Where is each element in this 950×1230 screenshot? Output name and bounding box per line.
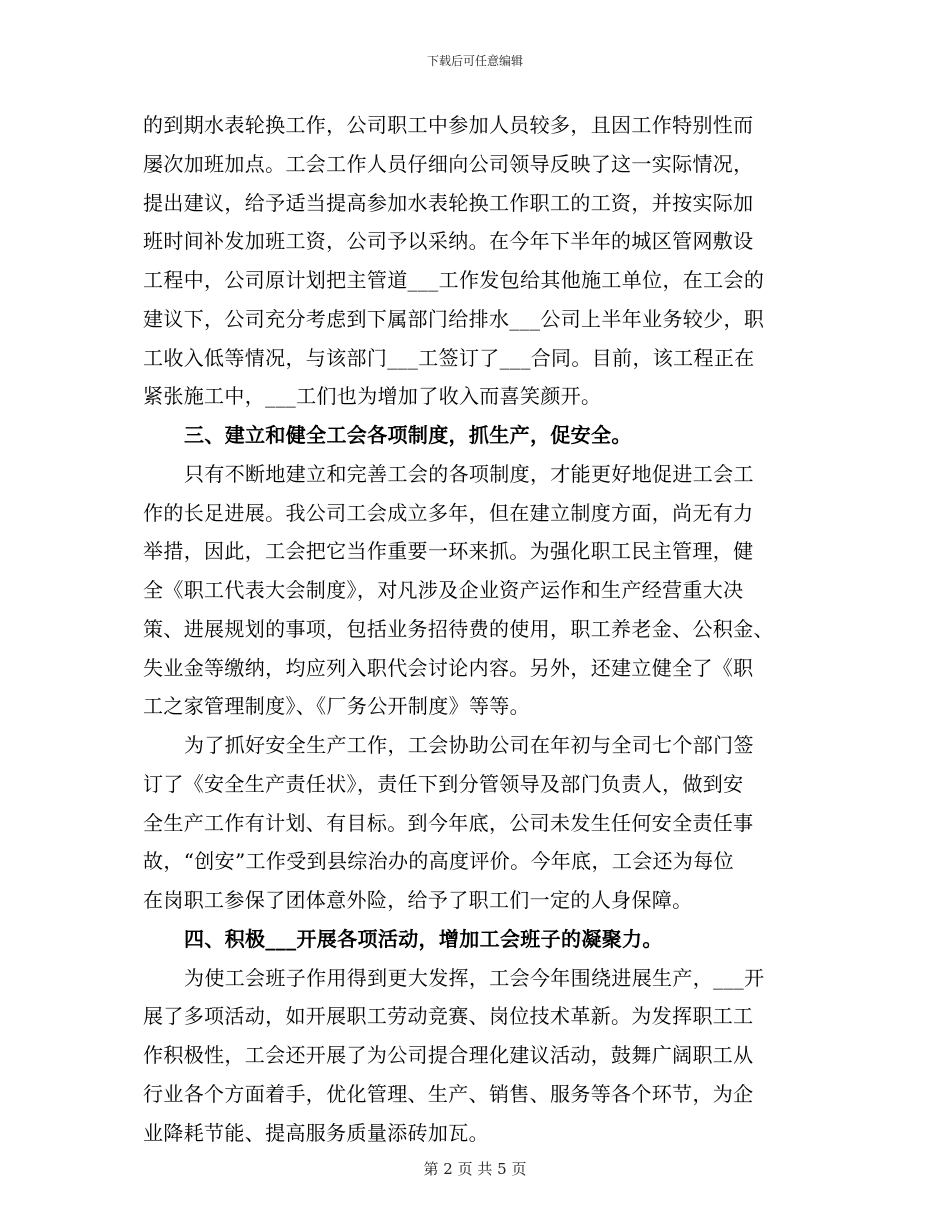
body-line: 建议下，公司充分考虑到下属部门给排水___公司上半年业务较少，职 — [143, 306, 765, 331]
page-footer: 第 2 页 共 5 页 — [423, 1160, 527, 1178]
body-line: 工收入低等情况，与该部门___工签订了___合同。目前，该工程正在 — [143, 345, 755, 370]
body-line: 订了《安全生产责任状》，责任下到分管领导及部门负责人，做到安 — [143, 771, 744, 796]
paragraph-first-line: 只有不断地建立和完善工会的各项制度，才能更好地促进工会工 — [184, 461, 754, 486]
body-line: 屡次加班加点。工会工作人员仔细向公司领导反映了这一实际情况， — [143, 151, 754, 176]
body-line: 全生产工作有计划、有目标。到今年底，公司未发生任何安全责任事 — [143, 810, 754, 835]
section-heading-4: 四、积极___开展各项活动，增加工会班子的凝聚力。 — [184, 926, 663, 951]
body-line: 工程中，公司原计划把主管道___工作发包给其他施工单位，在工会的 — [143, 268, 765, 292]
body-line: 作的长足进展。我公司工会成立多年，但在建立制度方面，尚无有力 — [143, 500, 754, 525]
page-header: 下载后可任意编辑 — [426, 54, 523, 68]
body-line: 故，“创安”工作受到县综治办的高度评价。今年底，工会还为每位 — [143, 849, 734, 874]
body-line: 紧张施工中，___工们也为增加了收入而喜笑颜开。 — [143, 384, 602, 409]
body-line: 全《职工代表大会制度》，对凡涉及企业资产运作和生产经营重大决 — [143, 578, 744, 602]
body-line: 策、进展规划的事项，包括业务招待费的使用，职工养老金、公积金、 — [143, 616, 774, 641]
body-line: 班时间补发加班工资，公司予以采纳。在今年下半年的城区管网敷设 — [143, 229, 754, 254]
body-line: 工之家管理制度》、《厂务公开制度》等等。 — [143, 694, 530, 719]
body-line: 举措，因此，工会把它当作重要一环来抓。为强化职工民主管理，健 — [143, 539, 754, 564]
body-line: 业降耗节能、提高服务质量添砖加瓦。 — [143, 1120, 489, 1145]
body-line: 失业金等缴纳，均应列入职代会讨论内容。另外，还建立健全了《职 — [143, 655, 754, 680]
document-body — [143, 106, 809, 1152]
body-line: 提出建议，给予适当提高参加水表轮换工作职工的工资，并按实际加 — [143, 190, 754, 215]
body-line: 行业各个方面着手，优化管理、生产、销售、服务等各个环节，为企 — [143, 1081, 754, 1106]
body-line: 的到期水表轮换工作，公司职工中参加人员较多，且因工作特别性而 — [143, 113, 754, 137]
paragraph-first-line: 为了抓好安全生产工作，工会协助公司在年初与全司七个部门签 — [184, 733, 754, 757]
paragraph-first-line: 为使工会班子作用得到更大发挥，工会今年围绕进展生产，___开 — [184, 965, 765, 990]
section-heading-3: 三、建立和健全工会各项制度，抓生产，促安全。 — [184, 423, 632, 447]
body-line: 作积极性，工会还开展了为公司提合理化建议活动，鼓舞广阔职工从 — [143, 1043, 754, 1067]
body-line: 展了多项活动，如开展职工劳动竞赛、岗位技术革新。为发挥职工工 — [143, 1004, 754, 1029]
body-line: 在岗职工参保了团体意外险，给予了职工们一定的人身保障。 — [143, 888, 693, 912]
